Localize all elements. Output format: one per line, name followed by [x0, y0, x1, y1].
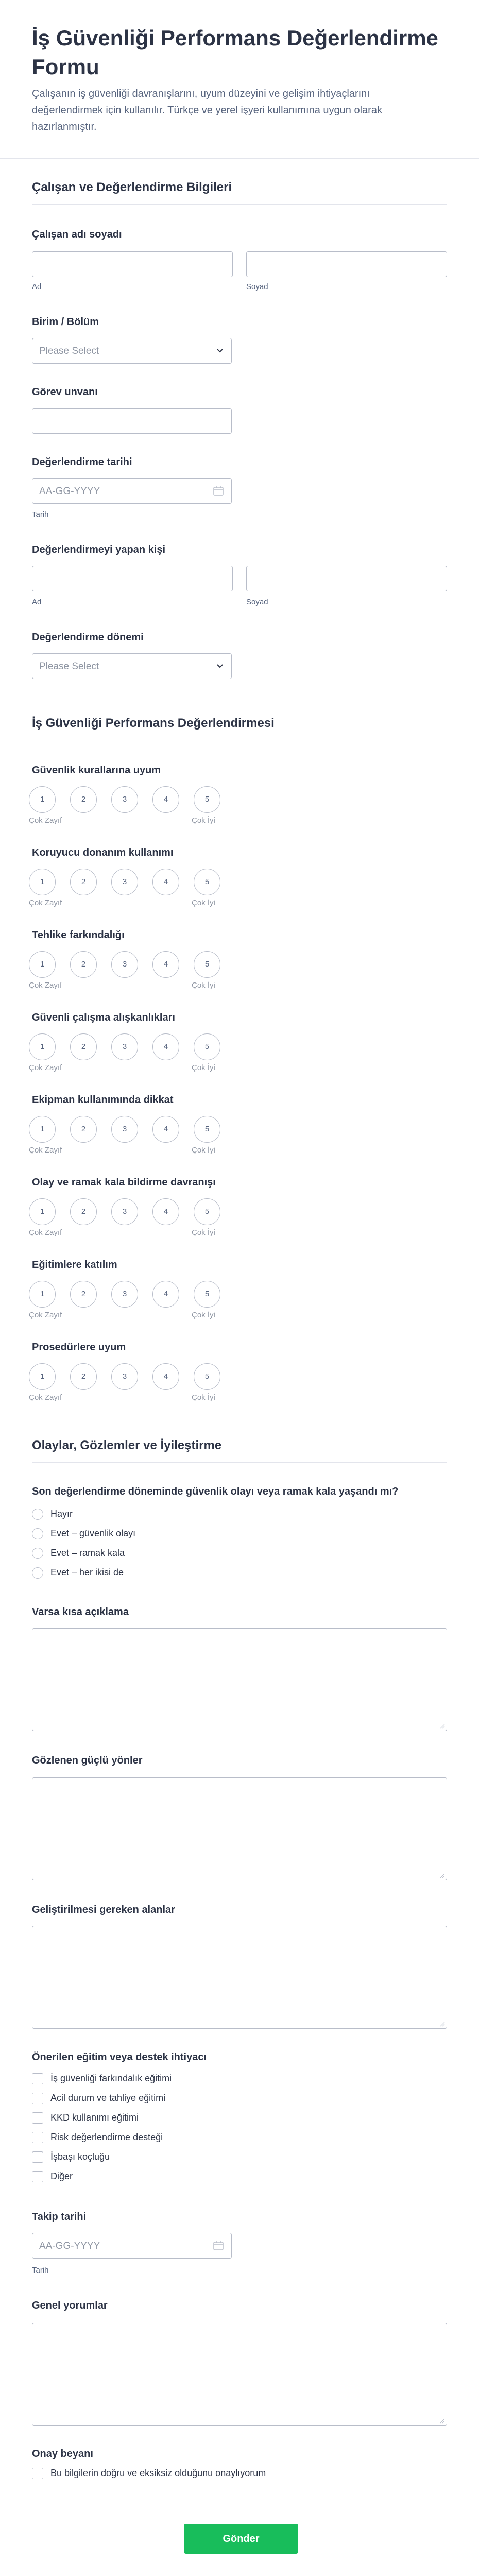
- rating-option-5[interactable]: 5: [194, 1198, 220, 1225]
- comments-textarea[interactable]: [32, 2323, 447, 2426]
- rating-option-2[interactable]: 2: [70, 786, 97, 813]
- training-option[interactable]: [32, 2091, 289, 2106]
- training-option-label: Acil durum ve tahliye eğitimi: [50, 2093, 166, 2103]
- form-title: İş Güvenliği Performans Değerlendirme Formu: [32, 26, 438, 79]
- strengths-label: Gözlenen güçlü yönler: [32, 1755, 143, 1766]
- rating-option-4[interactable]: 4: [152, 1116, 179, 1143]
- rating-low-label: Çok Zayıf: [29, 1063, 62, 1072]
- training-option[interactable]: [32, 2149, 289, 2165]
- rating-low-label: Çok Zayıf: [29, 1228, 62, 1237]
- eval-date-placeholder: AA-GG-YYYY: [39, 486, 100, 497]
- rating-option-4[interactable]: 4: [152, 1281, 179, 1308]
- rating-high-label: Çok İyi: [192, 1393, 215, 1402]
- rating-option-5[interactable]: 5: [194, 786, 220, 813]
- section-title-performance: İş Güvenliği Performans Değerlendirmesi: [32, 716, 275, 730]
- resize-grip-icon[interactable]: [439, 2021, 445, 2027]
- position-label: Görev unvanı: [32, 386, 98, 398]
- rating-scale: [29, 1116, 225, 1143]
- training-option-label: İş güvenliği farkındalık eğitimi: [50, 2073, 172, 2083]
- followup-date-placeholder: AA-GG-YYYY: [39, 2241, 100, 2251]
- rating-scale: [29, 1198, 225, 1225]
- last-name-sublabel: Soyad: [246, 282, 268, 291]
- checkbox[interactable]: [32, 2132, 43, 2143]
- chevron-down-icon: [215, 661, 225, 671]
- short-desc-label: Varsa kısa açıklama: [32, 1606, 129, 1618]
- rating-option-1[interactable]: 1: [29, 951, 56, 978]
- checkbox[interactable]: [32, 2073, 43, 2084]
- rating-item-label: Koruyucu donanım kullanımı: [32, 847, 174, 858]
- rating-option-2[interactable]: 2: [70, 1281, 97, 1308]
- rating-option-2[interactable]: 2: [70, 1363, 97, 1390]
- section-title-incidents: Olaylar, Gözlemler ve İyileştirme: [32, 1438, 222, 1452]
- resize-grip-icon[interactable]: [439, 1723, 445, 1729]
- rating-scale: [29, 951, 225, 978]
- rating-option-4[interactable]: 4: [152, 869, 179, 895]
- improve-textarea[interactable]: [32, 1926, 447, 2029]
- evaluator-first-sublabel: Ad: [32, 598, 42, 606]
- rating-item-label: Olay ve ramak kala bildirme davranışı: [32, 1177, 216, 1188]
- rating-option-5[interactable]: 5: [194, 1281, 220, 1308]
- incident-option-label: Evet – her ikisi de: [50, 1567, 124, 1578]
- rating-low-label: Çok Zayıf: [29, 1311, 62, 1319]
- rating-option-3[interactable]: 3: [111, 1033, 138, 1060]
- rating-high-label: Çok İyi: [192, 1228, 215, 1237]
- training-option-label: İşbaşı koçluğu: [50, 2151, 110, 2162]
- resize-grip-icon[interactable]: [439, 2417, 445, 2424]
- rating-scale: [29, 1363, 225, 1390]
- chevron-down-icon: [215, 346, 225, 356]
- rating-item-label: Ekipman kullanımında dikkat: [32, 1094, 174, 1106]
- rating-option-2[interactable]: 2: [70, 1198, 97, 1225]
- training-option-label: KKD kullanımı eğitimi: [50, 2112, 139, 2123]
- rating-high-label: Çok İyi: [192, 816, 215, 825]
- rating-option-5[interactable]: 5: [194, 1033, 220, 1060]
- rating-option-4[interactable]: 4: [152, 1033, 179, 1060]
- incident-option-label: Hayır: [50, 1509, 73, 1519]
- rating-item-label: Prosedürlere uyum: [32, 1342, 126, 1353]
- training-option[interactable]: [32, 2130, 289, 2145]
- form-header: [0, 0, 479, 159]
- training-option[interactable]: [32, 2071, 289, 2087]
- incident-option-label: Evet – ramak kala: [50, 1548, 125, 1558]
- training-option[interactable]: [32, 2169, 289, 2184]
- rating-low-label: Çok Zayıf: [29, 899, 62, 907]
- section-divider: [32, 204, 447, 205]
- department-label: Birim / Bölüm: [32, 316, 99, 328]
- rating-option-1[interactable]: 1: [29, 786, 56, 813]
- comments-label: Genel yorumlar: [32, 2300, 108, 2311]
- followup-label: Takip tarihi: [32, 2211, 87, 2223]
- period-select[interactable]: [32, 653, 232, 679]
- rating-item-label: Güvenlik kurallarına uyum: [32, 765, 161, 776]
- rating-scale: [29, 1281, 225, 1308]
- rating-option-1[interactable]: 1: [29, 1363, 56, 1390]
- training-option-label: Risk değerlendirme desteği: [50, 2132, 163, 2142]
- short-desc-textarea[interactable]: [32, 1628, 447, 1731]
- section-divider: [32, 1462, 447, 1463]
- rating-option-5[interactable]: 5: [194, 1363, 220, 1390]
- eval-date-input[interactable]: [32, 478, 232, 504]
- consent-label: Onay beyanı: [32, 2448, 93, 2460]
- rating-option-5[interactable]: 5: [194, 869, 220, 895]
- consent-checkbox[interactable]: [32, 2468, 43, 2479]
- rating-option-3[interactable]: 3: [111, 951, 138, 978]
- rating-scale: [29, 786, 225, 813]
- rating-high-label: Çok İyi: [192, 1063, 215, 1072]
- position-input[interactable]: [32, 408, 232, 434]
- eval-date-sublabel: Tarih: [32, 510, 49, 519]
- incident-option[interactable]: [32, 1546, 289, 1561]
- department-select[interactable]: [32, 338, 232, 364]
- training-option[interactable]: [32, 2110, 289, 2126]
- evaluator-last-name-input[interactable]: [246, 566, 447, 591]
- incident-option[interactable]: [32, 1526, 289, 1541]
- rating-option-2[interactable]: 2: [70, 951, 97, 978]
- period-label: Değerlendirme dönemi: [32, 632, 144, 643]
- rating-option-1[interactable]: 1: [29, 1281, 56, 1308]
- rating-option-3[interactable]: 3: [111, 869, 138, 895]
- checkbox[interactable]: [32, 2112, 43, 2124]
- employee-name-label: Çalışan adı soyadı: [32, 229, 122, 240]
- rating-item-label: Eğitimlere katılım: [32, 1259, 117, 1270]
- rating-option-4[interactable]: 4: [152, 1198, 179, 1225]
- calendar-icon[interactable]: [213, 485, 224, 497]
- rating-option-3[interactable]: 3: [111, 1116, 138, 1143]
- checkbox[interactable]: [32, 2093, 43, 2104]
- rating-option-5[interactable]: 5: [194, 951, 220, 978]
- radio-button[interactable]: [32, 1509, 43, 1520]
- training-label: Önerilen eğitim veya destek ihtiyacı: [32, 2052, 207, 2063]
- rating-item-label: Tehlike farkındalığı: [32, 929, 125, 941]
- rating-low-label: Çok Zayıf: [29, 981, 62, 990]
- consent-text: Bu bilgilerin doğru ve eksiksiz olduğunu onaylıyorum: [50, 2468, 266, 2478]
- rating-option-1[interactable]: 1: [29, 1116, 56, 1143]
- eval-date-label: Değerlendirme tarihi: [32, 456, 132, 468]
- rating-item-label: Güvenli çalışma alışkanlıkları: [32, 1012, 175, 1023]
- rating-option-3[interactable]: 3: [111, 1198, 138, 1225]
- incident-option-label: Evet – güvenlik olayı: [50, 1528, 136, 1538]
- rating-scale: [29, 1033, 225, 1060]
- evaluator-last-sublabel: Soyad: [246, 598, 268, 606]
- incident-option[interactable]: [32, 1506, 289, 1522]
- incident-option[interactable]: [32, 1565, 289, 1581]
- strengths-textarea[interactable]: [32, 1777, 447, 1880]
- rating-option-3[interactable]: 3: [111, 1363, 138, 1390]
- rating-low-label: Çok Zayıf: [29, 1146, 62, 1155]
- rating-high-label: Çok İyi: [192, 1146, 215, 1155]
- department-select-value: Please Select: [39, 346, 99, 357]
- rating-option-1[interactable]: 1: [29, 1198, 56, 1225]
- rating-high-label: Çok İyi: [192, 899, 215, 907]
- rating-option-2[interactable]: 2: [70, 869, 97, 895]
- radio-button[interactable]: [32, 1528, 43, 1539]
- calendar-icon[interactable]: [213, 2240, 224, 2251]
- rating-option-4[interactable]: 4: [152, 1363, 179, 1390]
- radio-button[interactable]: [32, 1567, 43, 1579]
- rating-scale: [29, 869, 225, 895]
- first-name-sublabel: Ad: [32, 282, 42, 291]
- rating-option-2[interactable]: 2: [70, 1116, 97, 1143]
- evaluator-first-name-input[interactable]: [32, 566, 233, 591]
- checkbox[interactable]: [32, 2151, 43, 2163]
- rating-high-label: Çok İyi: [192, 1311, 215, 1319]
- followup-date-input[interactable]: [32, 2233, 232, 2259]
- consent-checkbox-row[interactable]: [32, 2466, 392, 2481]
- submit-button[interactable]: Gönder: [184, 2524, 298, 2554]
- rating-option-1[interactable]: 1: [29, 1033, 56, 1060]
- rating-high-label: Çok İyi: [192, 981, 215, 990]
- rating-low-label: Çok Zayıf: [29, 1393, 62, 1402]
- period-select-value: Please Select: [39, 661, 99, 672]
- checkbox[interactable]: [32, 2171, 43, 2182]
- rating-low-label: Çok Zayıf: [29, 816, 62, 825]
- improve-label: Geliştirilmesi gereken alanlar: [32, 1904, 175, 1916]
- form-description: Çalışanın iş güvenliği davranışlarını, uyum düzeyini ve gelişim ihtiyaçlarını değerlendirmek için kullanılır. Türkçe ve yerel işyeri kullanımına uygun olarak hazırlanmıştır.: [32, 88, 382, 132]
- rating-option-3[interactable]: 3: [111, 1281, 138, 1308]
- rating-option-4[interactable]: 4: [152, 786, 179, 813]
- rating-option-3[interactable]: 3: [111, 786, 138, 813]
- employee-first-name-input[interactable]: [32, 251, 233, 277]
- rating-option-5[interactable]: 5: [194, 1116, 220, 1143]
- resize-grip-icon[interactable]: [439, 1872, 445, 1878]
- incident-question-label: Son değerlendirme döneminde güvenlik olayı veya ramak kala yaşandı mı?: [32, 1486, 399, 1497]
- rating-option-2[interactable]: 2: [70, 1033, 97, 1060]
- radio-button[interactable]: [32, 1548, 43, 1559]
- training-option-label: Diğer: [50, 2171, 73, 2181]
- rating-option-4[interactable]: 4: [152, 951, 179, 978]
- evaluator-label: Değerlendirmeyi yapan kişi: [32, 544, 166, 555]
- employee-last-name-input[interactable]: [246, 251, 447, 277]
- section-title-employee-info: Çalışan ve Değerlendirme Bilgileri: [32, 180, 232, 194]
- followup-date-sublabel: Tarih: [32, 2266, 49, 2275]
- rating-option-1[interactable]: 1: [29, 869, 56, 895]
